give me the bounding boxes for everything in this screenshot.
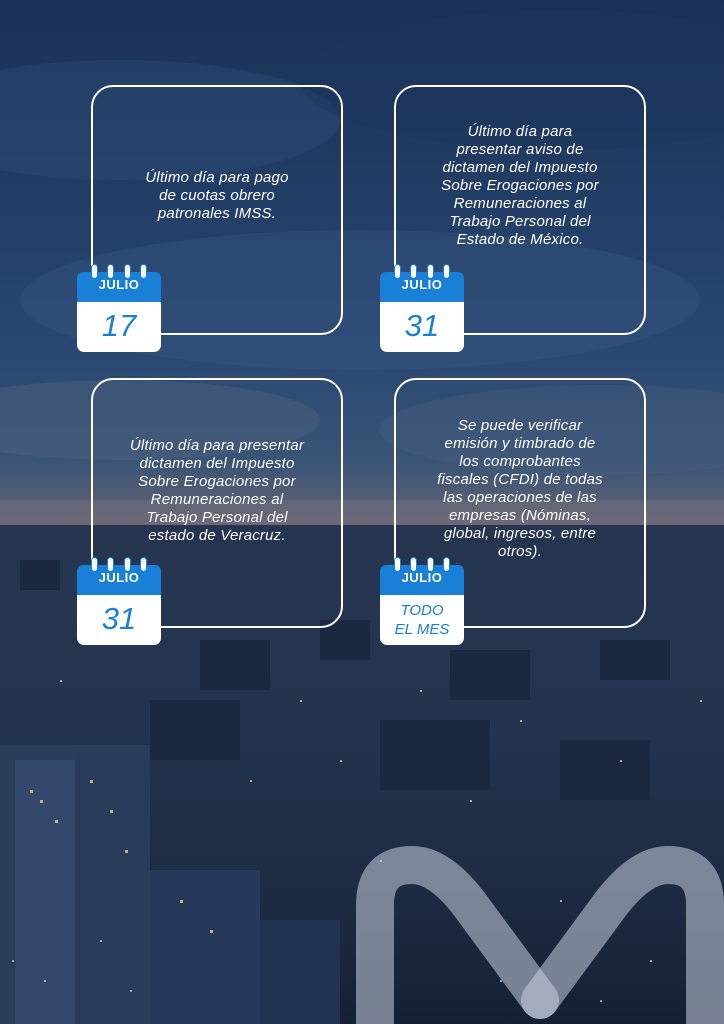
- calendar-month: JULIO: [401, 277, 443, 292]
- calendar-day: 31: [404, 308, 440, 343]
- calendar-icon: [77, 557, 161, 647]
- deadline-description: Último día para presentar dictamen del Impuesto Sobre Erogaciones por Remuneraciones al Trabajo Personal del estado de Veracruz.: [129, 437, 305, 544]
- calendar-month: JULIO: [401, 570, 443, 585]
- calendar-day: TODO EL MES: [394, 602, 450, 638]
- calendar-day: 17: [101, 308, 137, 343]
- calendar-icon: [380, 557, 464, 647]
- calendar-icon: [380, 264, 464, 354]
- calendar-day: 31: [101, 601, 137, 636]
- calendar-month: JULIO: [98, 277, 140, 292]
- deadline-description: Se puede verificar emisión y timbrado de los comprobantes fiscales (CFDI) de todas las operaciones de las empresas (Nóminas, global, ingresos, entre otros).: [437, 417, 603, 560]
- calendar-icon: [77, 264, 161, 354]
- deadline-description: Último día para pago de cuotas obrero patronales IMSS.: [145, 169, 289, 222]
- deadline-description: Último día para presentar aviso de dictamen del Impuesto Sobre Erogaciones por Remuneraciones al Trabajo Personal del Estado de México.: [441, 123, 599, 248]
- calendar-month: JULIO: [98, 570, 140, 585]
